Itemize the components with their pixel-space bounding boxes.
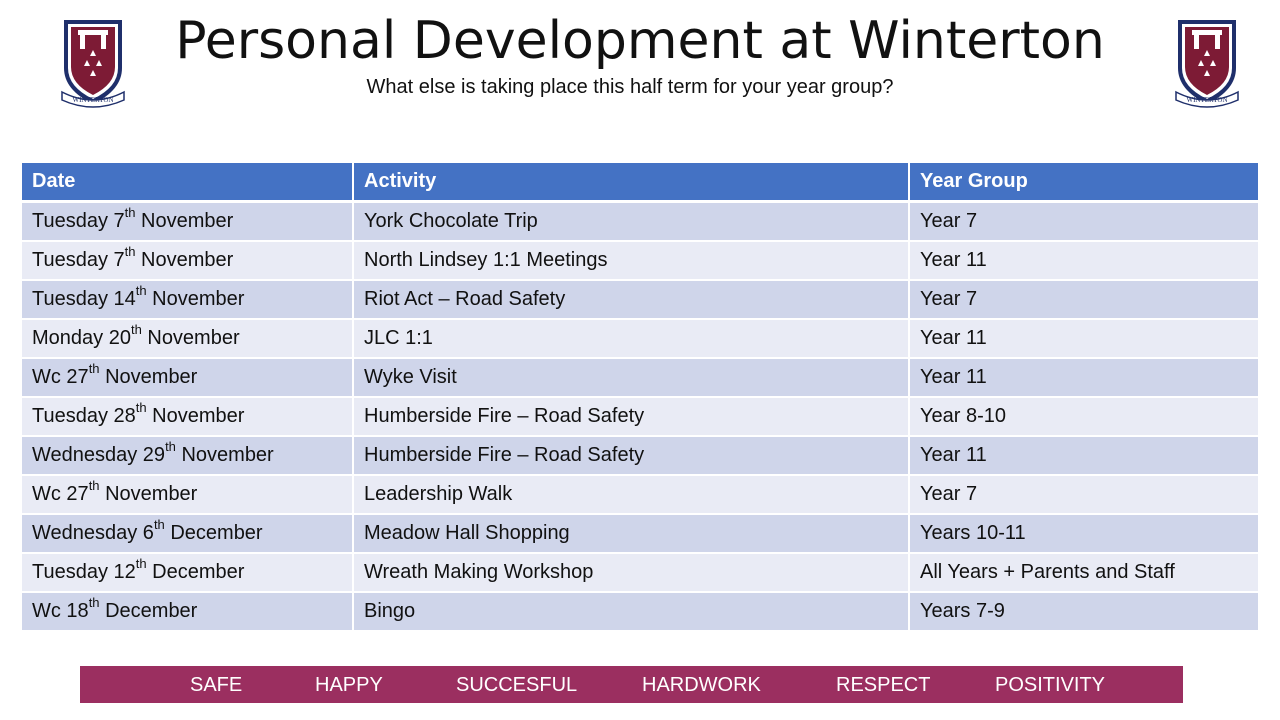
cell-activity: Bingo (353, 592, 909, 631)
value-respect: RESPECT (836, 674, 931, 696)
cell-date: Wc 27th November (22, 358, 353, 397)
cell-date: Tuesday 7th November (22, 241, 353, 280)
table-row (22, 202, 1259, 242)
column-header-date: Date (22, 163, 353, 202)
value-happy: HAPPY (315, 674, 383, 696)
cell-year-group: Year 11 (909, 319, 1259, 358)
cell-activity: Meadow Hall Shopping (353, 514, 909, 553)
cell-date: Wednesday 29th November (22, 436, 353, 475)
table-header-row (22, 163, 1259, 202)
cell-year-group: Year 7 (909, 280, 1259, 319)
cell-date: Tuesday 28th November (22, 397, 353, 436)
cell-activity: Wreath Making Workshop (353, 553, 909, 592)
cell-activity: Riot Act – Road Safety (353, 280, 909, 319)
table-row (22, 241, 1259, 280)
table-row (22, 592, 1259, 631)
crest-banner-text: WINTERTON (72, 96, 114, 104)
cell-activity: Wyke Visit (353, 358, 909, 397)
events-table (22, 163, 1260, 632)
value-successful: SUCCESFUL (456, 674, 578, 696)
cell-year-group: Year 7 (909, 202, 1259, 242)
cell-date: Tuesday 12th December (22, 553, 353, 592)
cell-year-group: Year 7 (909, 475, 1259, 514)
table-row (22, 358, 1259, 397)
cell-year-group: Year 11 (909, 241, 1259, 280)
value-hardwork: HARDWORK (642, 674, 761, 696)
cell-activity: Leadership Walk (353, 475, 909, 514)
column-header-year-group: Year Group (909, 163, 1259, 202)
cell-date: Wc 18th December (22, 592, 353, 631)
table-row (22, 514, 1259, 553)
table-row (22, 280, 1259, 319)
cell-date: Tuesday 7th November (22, 202, 353, 242)
table-row (22, 319, 1259, 358)
cell-year-group: Year 11 (909, 358, 1259, 397)
page-title: Personal Development at Winterton (175, 11, 1105, 71)
cell-activity: North Lindsey 1:1 Meetings (353, 241, 909, 280)
cell-year-group: Year 11 (909, 436, 1259, 475)
value-positivity: POSITIVITY (995, 674, 1106, 696)
table-row (22, 475, 1259, 514)
value-safe: SAFE (190, 674, 243, 696)
school-values-bar (80, 666, 1183, 703)
cell-year-group: Year 8-10 (909, 397, 1259, 436)
page-subtitle: What else is taking place this half term for your year group? (366, 76, 894, 98)
cell-activity: Humberside Fire – Road Safety (353, 436, 909, 475)
cell-year-group: Years 10-11 (909, 514, 1259, 553)
table-row (22, 397, 1259, 436)
table-row (22, 436, 1259, 475)
cell-year-group: Years 7-9 (909, 592, 1259, 631)
table-row (22, 553, 1259, 592)
cell-activity: JLC 1:1 (353, 319, 909, 358)
cell-date: Tuesday 14th November (22, 280, 353, 319)
cell-year-group: All Years + Parents and Staff (909, 553, 1259, 592)
cell-activity: Humberside Fire – Road Safety (353, 397, 909, 436)
cell-date: Wc 27th November (22, 475, 353, 514)
cell-date: Wednesday 6th December (22, 514, 353, 553)
crest-banner-text-right: WINTERTON (1186, 96, 1228, 104)
cell-date: Monday 20th November (22, 319, 353, 358)
cell-activity: York Chocolate Trip (353, 202, 909, 242)
column-header-activity: Activity (353, 163, 909, 202)
